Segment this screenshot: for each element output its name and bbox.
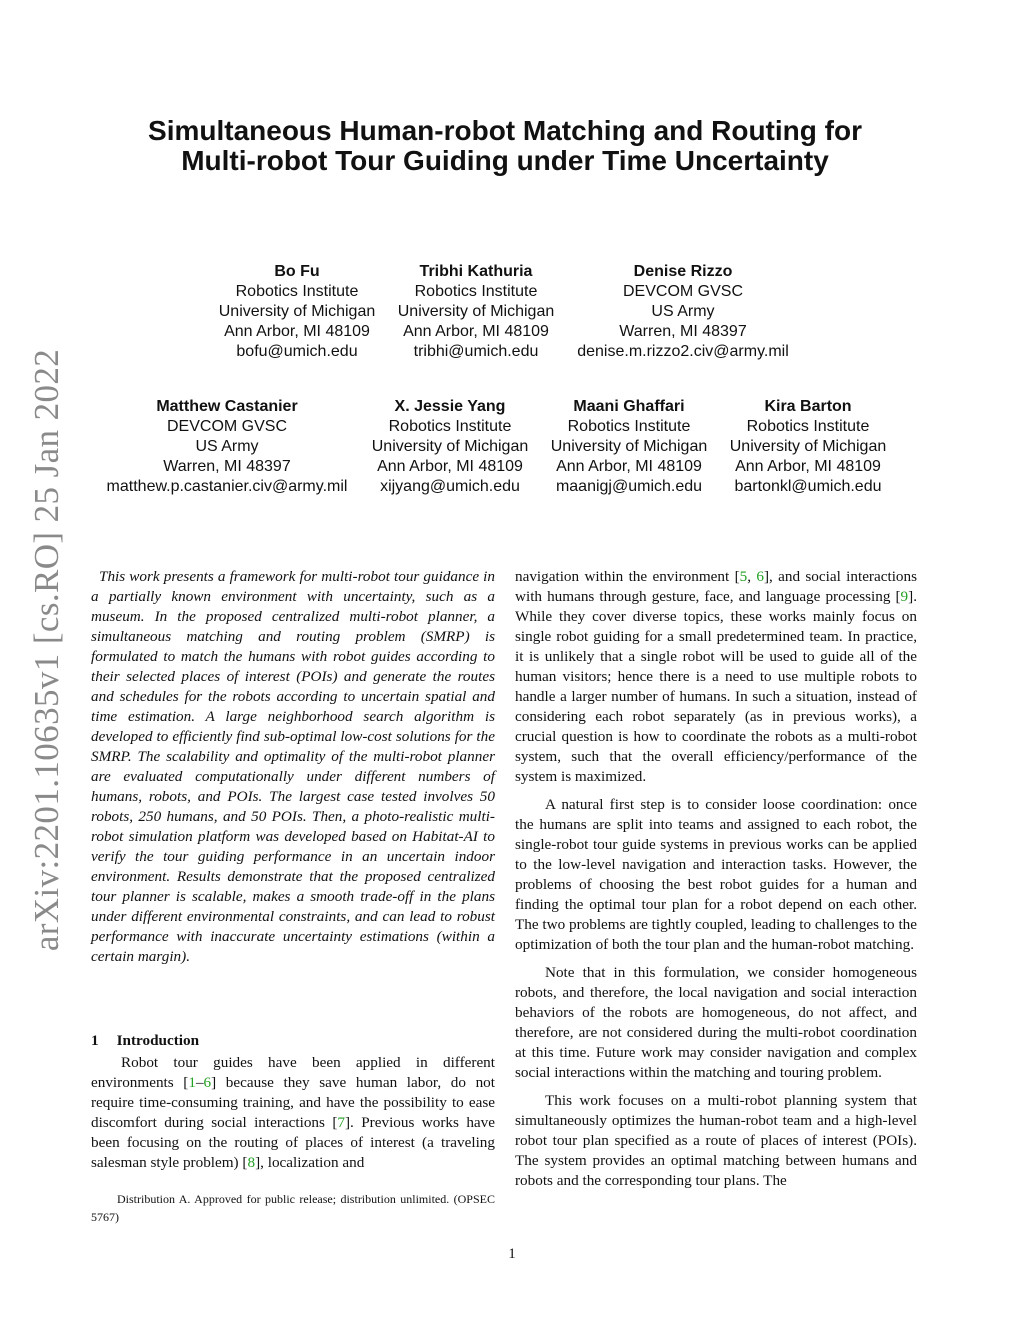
author-organization: University of Michigan: [729, 438, 887, 455]
author-address: Ann Arbor, MI 48109: [735, 458, 881, 475]
author-card: [398, 262, 555, 362]
author-card: [551, 397, 708, 497]
author-organization: University of Michigan: [550, 438, 708, 455]
author-address: Warren, MI 48397: [163, 458, 291, 475]
author-email: xijyang@umich.edu: [380, 478, 520, 495]
body-text: ], and social interactions with humans through gesture, face, and language processing [: [515, 568, 918, 605]
citation-range-dash: –: [195, 1074, 204, 1091]
citation-link[interactable]: 6: [756, 568, 764, 585]
author-card: [219, 262, 376, 362]
author-name: Bo Fu: [274, 263, 320, 280]
author-email: denise.m.rizzo2.civ@army.mil: [577, 343, 789, 360]
author-affiliation: Robotics Institute: [746, 418, 870, 435]
author-organization: University of Michigan: [218, 303, 376, 320]
intro-text: ] because they save human labor, do not require time-consuming training, and have the possibility to ease discomfort during social interactions [: [91, 1074, 495, 1131]
author-name: Denise Rizzo: [633, 263, 733, 280]
author-organization: University of Michigan: [397, 303, 555, 320]
author-email: maanigj@umich.edu: [555, 478, 703, 495]
body-paragraph: A natural first step is to consider loose coordination: once the humans are split into teams and assigned to each robot, the single-robot tour guide systems in previous works can be applied to the low-level navigation and interaction tasks. However, the problems of choosing the best robot guides for a human and finding the optimal tour plan for a robot depend on each other. The two problems are tightly coupled, leading to challenges to the optimization of both the tour plan and the human-robot matching.: [515, 796, 917, 953]
author-email: matthew.p.castanier.civ@army.mil: [106, 478, 348, 495]
author-affiliation: DEVCOM GVSC: [166, 418, 287, 435]
author-name: Kira Barton: [764, 398, 852, 415]
arxiv-identifier: arXiv:2201.10635v1 [cs.RO] 25 Jan 2022: [27, 348, 66, 952]
author-affiliation: Robotics Institute: [235, 283, 359, 300]
intro-text: Robot tour guides have been applied in different environments [: [91, 1054, 495, 1091]
author-card: [730, 397, 887, 497]
author-name: Tribhi Kathuria: [419, 263, 533, 280]
author-card: [372, 397, 529, 497]
author-affiliation: Robotics Institute: [414, 283, 538, 300]
author-name: Maani Ghaffari: [573, 398, 685, 415]
section-heading: [91, 1032, 199, 1050]
section-title: Introduction: [116, 1032, 200, 1049]
author-email: bofu@umich.edu: [236, 343, 358, 360]
citation-link[interactable]: 9: [900, 588, 909, 605]
author-address: Warren, MI 48397: [619, 323, 747, 340]
author-email: bartonkl@umich.edu: [734, 478, 882, 495]
author-email: tribhi@umich.edu: [413, 343, 539, 360]
author-name: X. Jessie Yang: [394, 398, 506, 415]
author-organization: US Army: [651, 303, 715, 320]
author-address: Ann Arbor, MI 48109: [377, 458, 523, 475]
author-address: Ann Arbor, MI 48109: [403, 323, 549, 340]
body-paragraph: Note that in this formulation, we consider homogeneous robots, and therefore, the local navigation and social interaction behaviors of the robots are homogeneous, do not affect, and therefore, are not considered during the multi-robot coordination at this time. Future work may consider navigation and complex social interactions within the matching and touring problem.: [515, 964, 917, 1081]
author-card: [577, 262, 789, 362]
author-address: Ann Arbor, MI 48109: [556, 458, 702, 475]
author-affiliation: Robotics Institute: [567, 418, 691, 435]
intro-text: ], localization and: [255, 1154, 365, 1171]
section-number: 1: [91, 1032, 99, 1049]
author-affiliation: Robotics Institute: [388, 418, 512, 435]
citation-link[interactable]: 1: [188, 1074, 196, 1091]
body-text: ]. While they cover diverse topics, these works mainly focus on single robot guiding for a small predetermined team. In practice, it is unlikely that a single robot will be used to guide all of the human visitors; hence there is a need to use multiple robots to handle a larger number of humans. In such a situation, instead of considering each robot separately (as in previous works), a crucial question is how to coordinate the robots as a multi-robot system, such that the overall efficiency/performance of the system is maximized.: [515, 588, 917, 785]
body-text: navigation within the environment [: [515, 568, 740, 585]
citation-separator: ,: [747, 568, 757, 585]
citation-link[interactable]: 7: [337, 1114, 345, 1131]
author-card: [107, 397, 348, 497]
body-paragraph: [515, 567, 917, 787]
author-name: Matthew Castanier: [156, 398, 298, 415]
right-column: [515, 567, 917, 1199]
page-number: 1: [508, 1246, 516, 1262]
author-organization: US Army: [195, 438, 259, 455]
author-organization: University of Michigan: [371, 438, 529, 455]
author-address: Ann Arbor, MI 48109: [224, 323, 370, 340]
paper-title: Simultaneous Human-robot Matching and Routing for Multi-robot Tour Guiding under Time Uncertainty: [148, 115, 862, 176]
body-paragraph: This work focuses on a multi-robot planning system that simultaneously optimizes the human-robot team and a high-level robot tour plan specified as a route of places of interest (POIs). The system provides an optimal matching between humans and robots and the corresponding tour plans. The: [515, 1092, 917, 1189]
intro-text: ]. Previous works have been focusing on the routing of places of interest (a traveling salesman style problem) [: [91, 1114, 495, 1171]
citation-link[interactable]: 5: [739, 568, 748, 585]
author-affiliation: DEVCOM GVSC: [622, 283, 744, 300]
abstract: This work presents a framework for multi-robot tour guidance in a partially known environment with uncertainty, such as a museum. In the proposed centralized multi-robot planner, a simultaneous matching and routing problem (SMRP) is formulated to match the humans with robot guides according to their selected places of interest (POIs) and generate the routes and schedules for the robots according to uncertain spatial and time estimation. A large neighborhood search algorithm is developed to efficiently find sub-optimal low-cost solutions for the SMRP. The scalability and optimality of the multi-robot planner are evaluated computationally under different numbers of humans, robots, and POIs. The largest case tested involves 50 robots, 250 humans, and 50 POIs. Then, a photo-realistic multi-robot simulation platform was developed based on Habitat-AI to verify the tour guiding performance in an uncertain indoor environment. Results demonstrate that the proposed centralized tour planner is scalable, makes a smooth trade-off in the plans under different environmental constraints, and can lead to robust performance with inaccurate uncertainty estimations (within a certain margin).: [91, 568, 495, 965]
citation-link[interactable]: 8: [247, 1154, 256, 1171]
intro-paragraph-left: [91, 1053, 495, 1173]
citation-link[interactable]: 6: [203, 1074, 212, 1091]
footnote: Distribution A. Approved for public release; distribution unlimited. (OPSEC 5767): [91, 1192, 495, 1224]
